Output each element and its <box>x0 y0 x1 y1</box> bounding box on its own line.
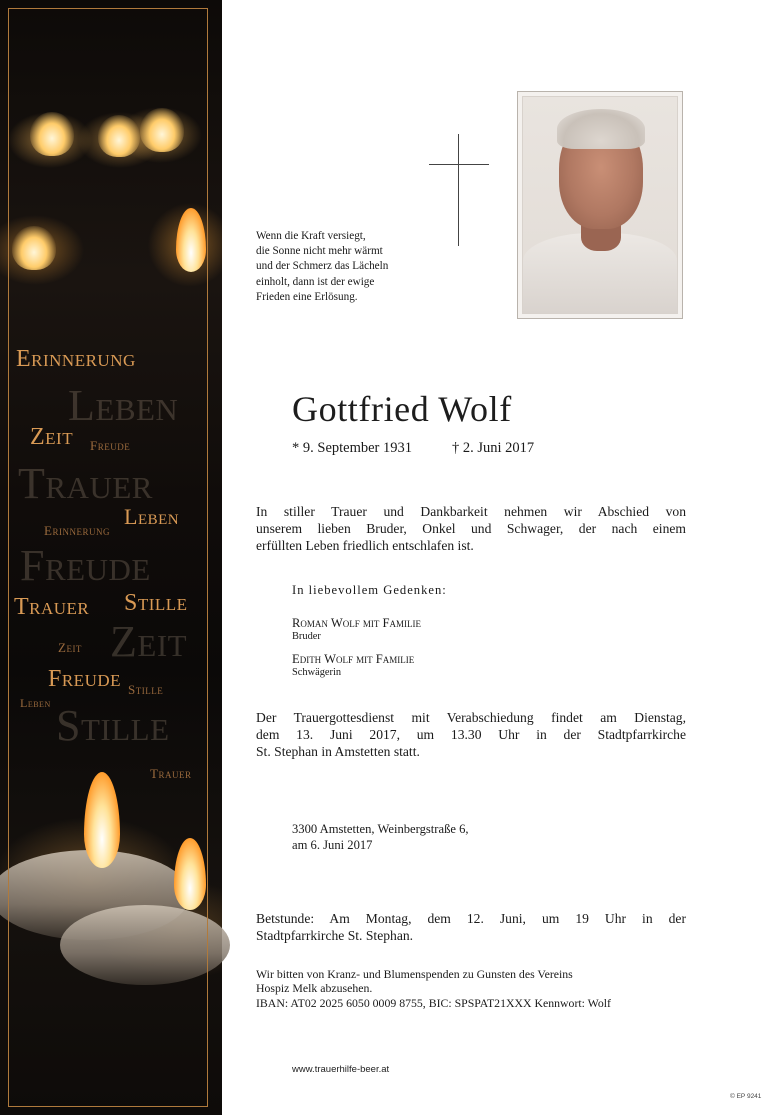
donation-request <box>256 967 611 1010</box>
address-block <box>292 821 469 853</box>
band-word-zeit-dim: Zeit <box>110 617 188 666</box>
band-word-zeit-small: Zeit <box>58 640 82 655</box>
poem <box>256 229 426 305</box>
decorative-candle-band <box>0 0 222 1115</box>
portrait-hair <box>557 109 645 149</box>
prayer-paragraph <box>256 911 686 945</box>
deceased-name: Gottfried Wolf <box>292 389 512 429</box>
request-line: Hospiz Melk abzusehen. <box>256 981 373 996</box>
band-word-stille: Stille <box>124 590 188 616</box>
poem-line: einholt, dann ist der ewige <box>256 275 375 288</box>
gedenken-heading: In liebevollem Gedenken: <box>292 583 447 597</box>
band-word-freude-small: Freude <box>90 438 131 453</box>
band-word-trauer-small: Trauer <box>150 766 192 781</box>
band-word-erinnerung-small: Erinnerung <box>44 523 110 538</box>
bank-details: IBAN: AT02 2025 6050 0009 8755, BIC: SPSPAT21XXX Kennwort: Wolf <box>256 995 611 1010</box>
prayer-line: Stadtpfarrkirche St. Stephan. <box>256 927 414 943</box>
address-line: 3300 Amstetten, Weinbergstraße 6, <box>292 822 469 836</box>
portrait-frame <box>517 91 683 319</box>
band-word-trauer-dim: Trauer <box>18 459 153 508</box>
request-line: Wir bitten von Kranz- und Blumenspenden zu Gunsten des Vereins <box>256 967 573 981</box>
mourner-relation: Bruder <box>292 631 321 642</box>
band-gold-border <box>8 8 208 1107</box>
birth-date: * 9. September 1931 <box>292 440 413 456</box>
poem-line: Wenn die Kraft versiegt, <box>256 230 366 242</box>
band-word-erinnerung: Erinnerung <box>16 346 136 372</box>
cross-horizontal-bar <box>429 164 489 165</box>
intro-line: In stiller Trauer und Dankbarkeit nehmen wir Abschied von <box>256 504 686 519</box>
band-word-freude: Freude <box>48 666 122 692</box>
poem-line: und der Schmerz das Lächeln <box>256 260 389 273</box>
mourner-relation: Schwägerin <box>292 667 342 678</box>
poem-line: die Sonne nicht mehr wärmt <box>256 245 383 258</box>
band-word-zeit: Zeit <box>30 424 74 450</box>
band-word-freude-dim: Freude <box>20 541 151 590</box>
service-paragraph <box>256 710 686 760</box>
service-line: dem 13. Juni 2017, um 13.30 Uhr in der Stadtpfarrkirche <box>256 726 686 742</box>
address-date: am 6. Juni 2017 <box>292 838 373 852</box>
mourner-name: Edith Wolf mit Familie <box>292 652 415 666</box>
band-word-trauer: Trauer <box>14 594 90 620</box>
print-code: © EP 9241 <box>730 1093 762 1100</box>
band-word-stille-small: Stille <box>128 682 164 697</box>
service-line: St. Stephan in Amstetten statt. <box>256 743 420 759</box>
band-word-leben: Leben <box>124 504 180 529</box>
prayer-line: Betstunde: Am Montag, dem 12. Juni, um 19 Uhr in der <box>256 911 686 926</box>
intro-paragraph <box>256 504 686 554</box>
poem-line: Frieden eine Erlösung. <box>256 290 358 303</box>
mourner-name: Roman Wolf mit Familie <box>292 616 421 630</box>
intro-line: unserem lieben Bruder, Onkel und Schwager, der nach einem <box>256 520 686 536</box>
death-date: † 2. Juni 2017 <box>452 440 535 456</box>
band-word-leben-small: Leben <box>20 696 51 710</box>
band-word-leben-dim: Leben <box>68 381 179 430</box>
portrait-photo <box>522 96 678 314</box>
service-line: Der Trauergottesdienst mit Verabschiedung findet am Dienstag, <box>256 710 686 725</box>
band-word-stille-dim: Stille <box>56 701 170 750</box>
website-link[interactable]: www.trauerhilfe-beer.at <box>292 1064 390 1075</box>
intro-line: erfüllten Leben friedlich entschlafen ist. <box>256 537 474 553</box>
cross-vertical-bar <box>458 134 459 246</box>
